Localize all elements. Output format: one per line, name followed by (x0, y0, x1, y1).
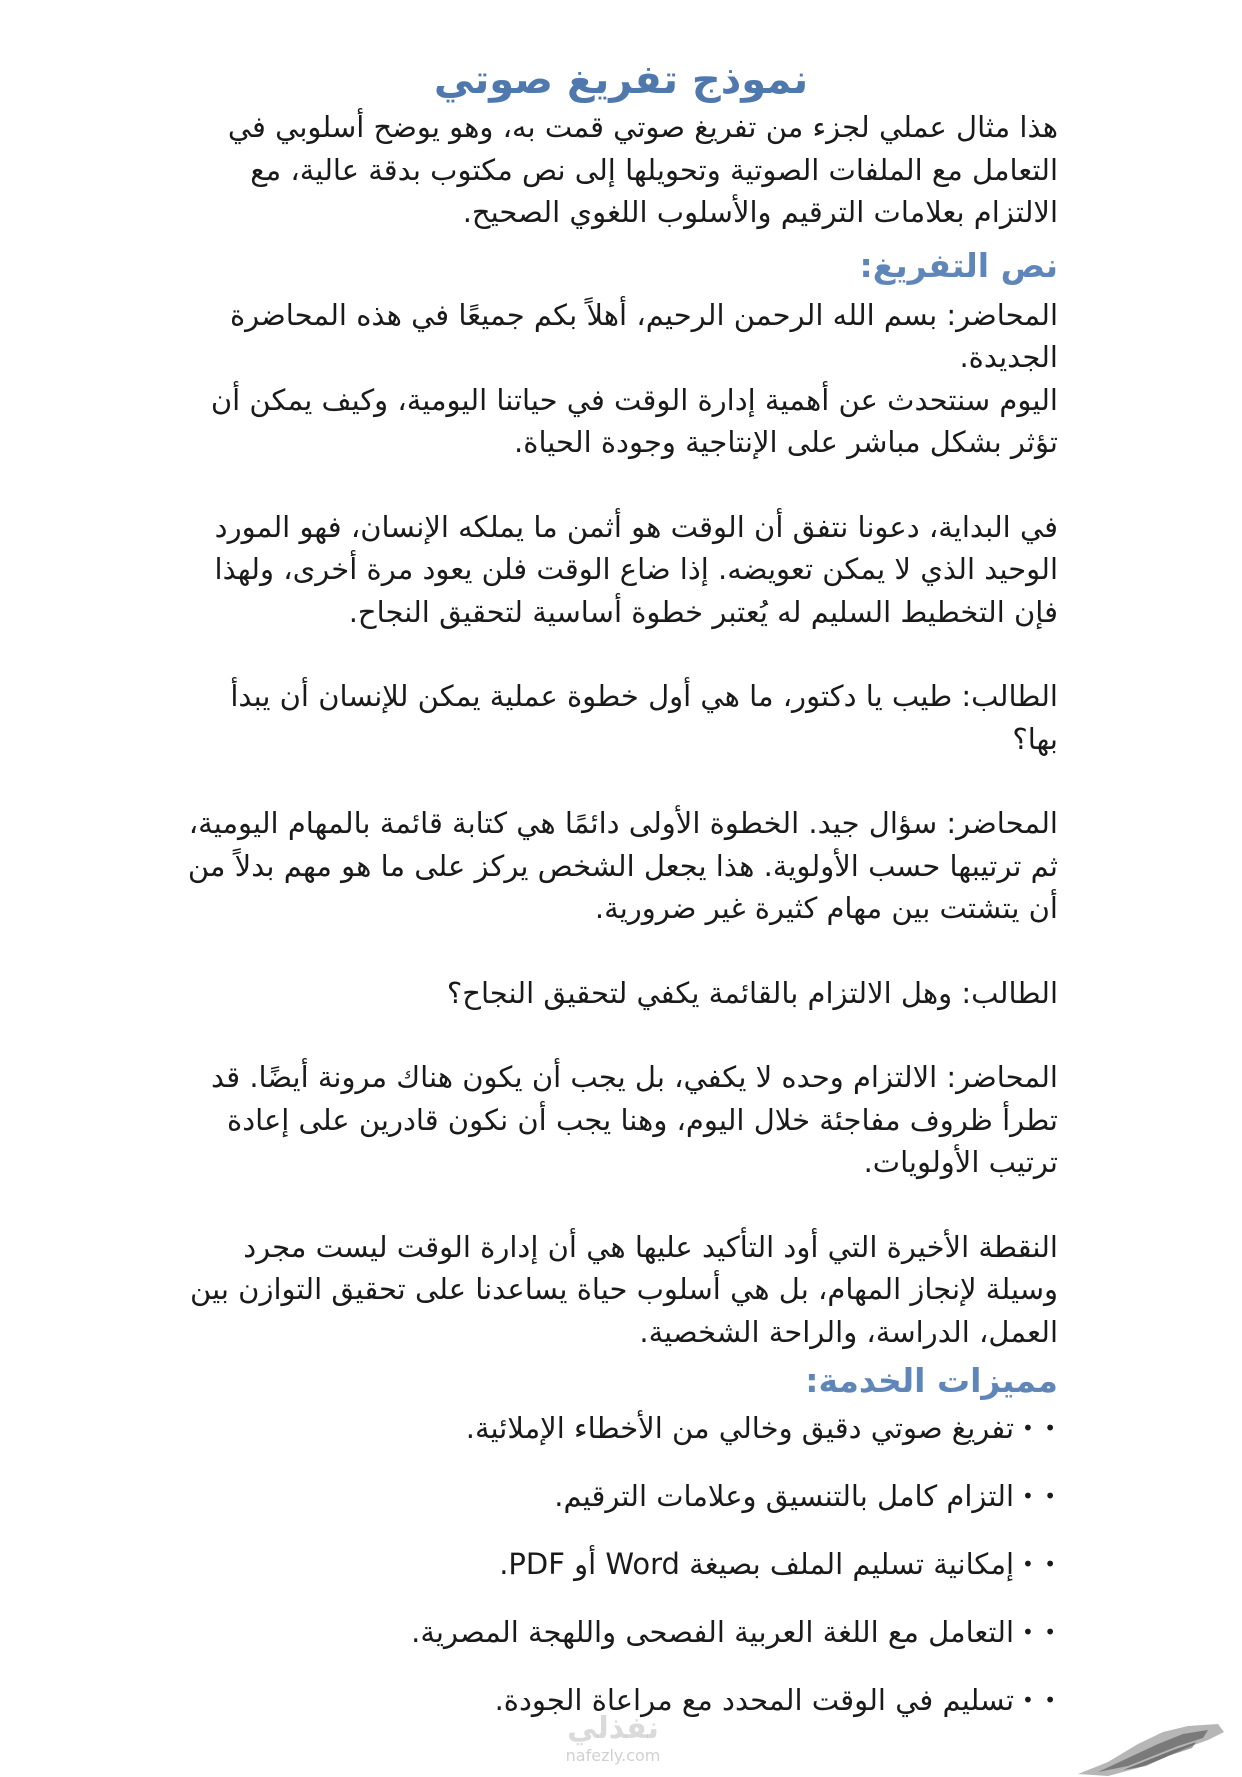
features-heading: مميزات الخدمة: (805, 1361, 1058, 1400)
page-title: نموذج تفريغ صوتي (433, 57, 809, 103)
document-body (182, 106, 1058, 1747)
list-item (182, 1611, 1058, 1679)
list-item (182, 1543, 1058, 1611)
list-item (182, 1407, 1058, 1475)
transcript-paragraph-6: الطالب: وهل الالتزام بالقائمة يكفي لتحقيق النجاح؟ (446, 975, 1058, 1010)
watermark-logo (548, 1712, 678, 1766)
transcript-paragraph-8: النقطة الأخيرة التي أود التأكيد عليها هي أن إدارة الوقت ليست مجرد وسيلة لإنجاز المهام، بل هي أسلوب حياة يساعدنا على تحقيق التوازن بين العمل، الدراسة، والراحة الشخصية. (190, 1229, 1058, 1349)
feature-text: إمكانية تسليم الملف بصيغة Word أو PDF. (499, 1547, 1015, 1581)
ink-smudge-icon (1068, 1722, 1228, 1777)
watermark-latin: nafezly.com (565, 1746, 661, 1765)
transcript-paragraph-2: اليوم سنتحدث عن أهمية إدارة الوقت في حياتنا اليومية، وكيف يمكن أن تؤثر بشكل مباشر على الإنتاجية وجودة الحياة. (210, 382, 1058, 459)
transcript-paragraph-7: المحاضر: الالتزام وحده لا يكفي، بل يجب أن يكون هناك مرونة أيضًا. قد تطرأ ظروف مفاجئة خلال اليوم، وهنا يجب أن نكون قادرين على إعادة ترتيب الأولويات. (211, 1060, 1058, 1179)
transcript-paragraph-4: الطالب: طيب يا دكتور، ما هي أول خطوة عملية يمكن للإنسان أن يبدأ بها؟ (230, 679, 1058, 756)
feature-text: التزام كامل بالتنسيق وعلامات الترقيم. (554, 1479, 1015, 1513)
feature-text: التعامل مع اللغة العربية الفصحى واللهجة المصرية. (411, 1615, 1015, 1649)
intro-paragraph: هذا مثال عملي لجزء من تفريغ صوتي قمت به، وهو يوضح أسلوبي في التعامل مع الملفات الصوتية وتحويلها إلى نص مكتوب بدقة عالية، مع الالتزام بعلامات الترقيم والأسلوب اللغوي الصحيح. (227, 110, 1058, 229)
transcript-paragraph-3: في البداية، دعونا نتفق أن الوقت هو أثمن ما يملكه الإنسان، فهو المورد الوحيد الذي لا يمكن تعويضه. إذا ضاع الوقت فلن يعود مرة أخرى، ولهذا فإن التخطيط السليم له يُعتبر خطوة أساسية لتحقيق النجاح. (214, 509, 1058, 629)
bullet-icon: • • (1022, 1416, 1058, 1440)
bullet-icon: • • (1022, 1620, 1058, 1644)
list-item (182, 1475, 1058, 1543)
bullet-icon: • • (1022, 1552, 1058, 1576)
feature-text: تسليم في الوقت المحدد مع مراعاة الجودة. (494, 1683, 1015, 1717)
bullet-icon: • • (1022, 1484, 1058, 1508)
transcript-paragraph-1: المحاضر: بسم الله الرحمن الرحيم، أهلاً بكم جميعًا في هذه المحاضرة الجديدة. (229, 297, 1058, 374)
watermark-arabic: نفذلي (567, 1711, 659, 1746)
features-list (182, 1407, 1058, 1747)
transcript-heading: نص التفريغ: (859, 245, 1058, 285)
feature-text: تفريغ صوتي دقيق وخالي من الأخطاء الإملائية. (465, 1411, 1015, 1445)
transcript-paragraph-5: المحاضر: سؤال جيد. الخطوة الأولى دائمًا هي كتابة قائمة بالمهام اليومية، ثم ترتيبها حسب الأولوية. هذا يجعل الشخص يركز على ما هو مهم بدلاً من أن يتشتت بين مهام كثيرة غير ضرورية. (187, 806, 1058, 925)
bullet-icon: • • (1022, 1688, 1058, 1712)
